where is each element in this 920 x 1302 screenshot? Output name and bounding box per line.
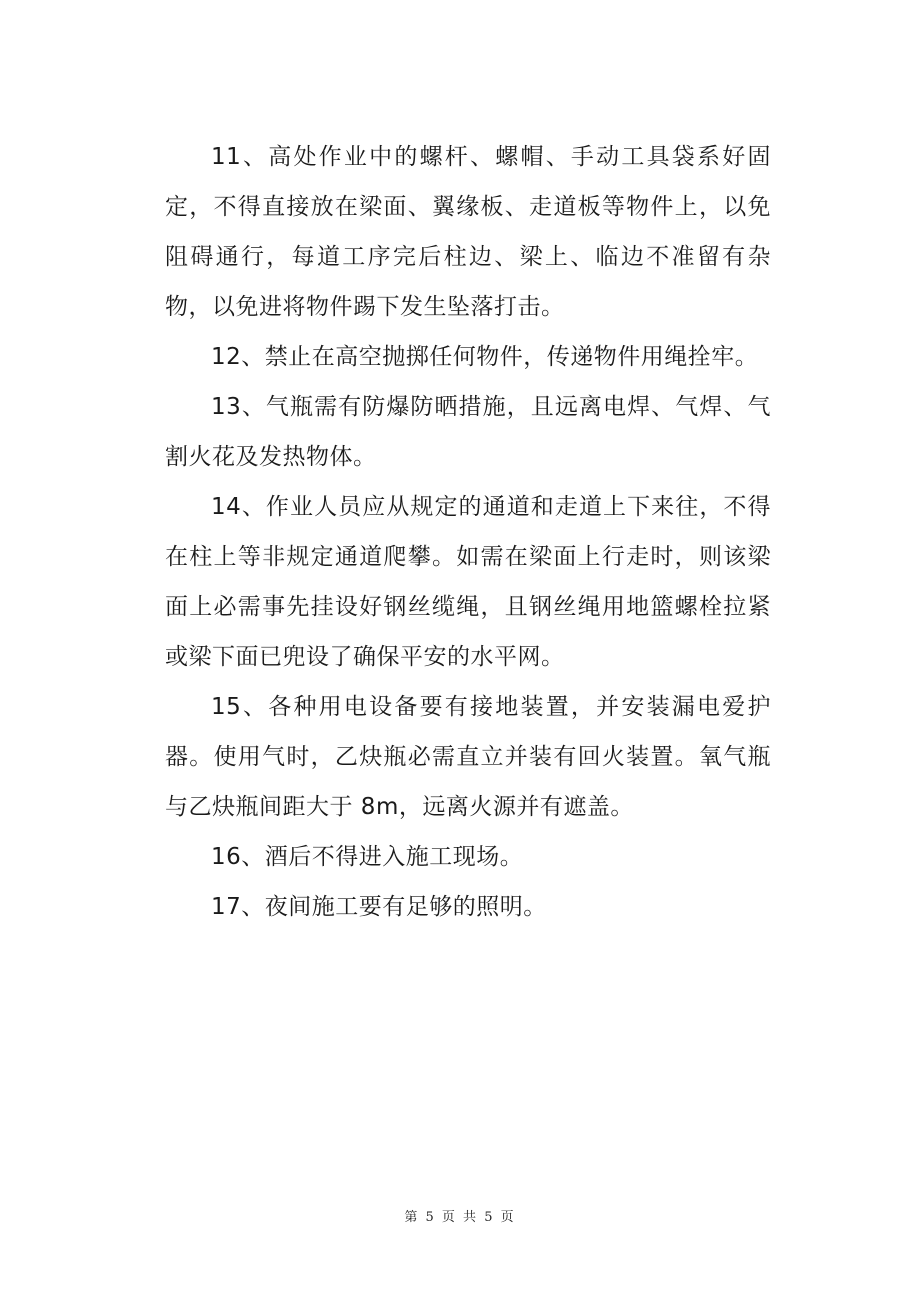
page-number-footer: 第 5 页 共 5 页 [404, 1210, 516, 1225]
paragraph-item-11: 11、高处作业中的螺杆、螺帽、手动工具袋系好固定，不得直接放在梁面、翼缘板、走道板等物件上，以免阻碍通行，每道工序完后柱边、梁上、临边不准留有杂物，以免进将物件踢下发生坠落打击。 [165, 144, 771, 320]
paragraph-item-15: 15、各种用电设备要有接地装置，并安装漏电爱护器。使用气时，乙炔瓶必需直立并装有回火装置。氧气瓶与乙炔瓶间距大于 8m，远离火源并有遮盖。 [165, 694, 771, 820]
paragraph-item-17: 17、夜间施工要有足够的照明。 [211, 894, 547, 920]
paragraph-item-14: 14、作业人员应从规定的通道和走道上下来往，不得在柱上等非规定通道爬攀。如需在梁面上行走时，则该梁面上必需事先挂设好钢丝缆绳，且钢丝绳用地篮螺栓拉紧或梁下面已兜设了确保平安的水平网。 [165, 494, 771, 670]
paragraph-item-12: 12、禁止在高空抛掷任何物件，传递物件用绳拴牢。 [211, 344, 759, 370]
paragraph-item-16: 16、酒后不得进入施工现场。 [211, 844, 524, 870]
paragraph-item-13: 13、气瓶需有防爆防晒措施，且远离电焊、气焊、气割火花及发热物体。 [165, 394, 771, 470]
document-body [165, 132, 771, 932]
